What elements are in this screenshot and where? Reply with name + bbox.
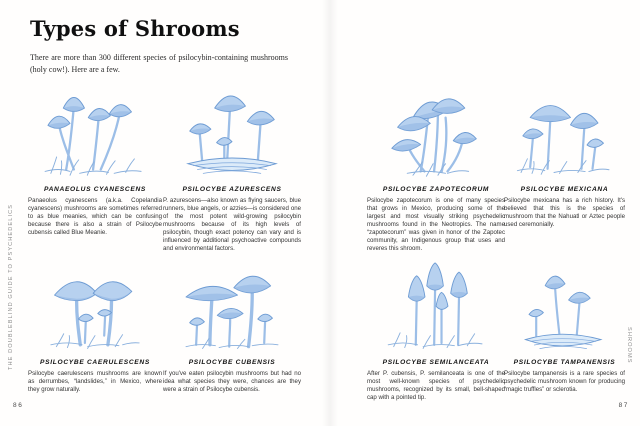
psilocybe-tampanensis-illustration (504, 261, 625, 354)
species-name: PANAEOLUS CYANESCENS (43, 186, 147, 193)
species-description: Psilocybe caerulescens mushrooms are known as derrumbes, “landslides,” in Mexico, where they grow naturally. (28, 370, 162, 394)
left-page-number: 86 (13, 402, 24, 409)
psilocybe-mexicana-illustration (504, 84, 625, 181)
right-page-number: 87 (618, 402, 629, 409)
species-description: After P. cubensis, P. semilanceata is one of the most well-known species of psychedelic mushrooms, recognized by its small, bell-shaped cap with a pointed tip. (367, 370, 505, 402)
psilocybe-azurescens-illustration (163, 84, 301, 181)
species-description: Panaeolus cyanescens (a.k.a. Copelandia cyanescens) mushrooms are sometimes referred to as blue meanies, which can be confusing because there is also a strain of Psilocybe cubensis called Blue Meanie. (28, 197, 162, 237)
species-entry-psilocybe-cubensis (163, 261, 301, 394)
species-name: PSILOCYBE CUBENSIS (188, 359, 276, 366)
mushroom-cluster-icon (510, 87, 620, 181)
psilocybe-caerulescens-illustration (28, 261, 162, 354)
mushroom-cluster-icon (173, 262, 291, 354)
psilocybe-semilanceata-illustration (367, 261, 505, 354)
species-entry-psilocybe-caerulescens (28, 261, 162, 394)
right-margin-text: SHROOMS (626, 327, 632, 364)
species-entry-panaeolus-cyanescens (28, 84, 162, 237)
species-description: Psilocybe zapotecorum is one of many species that grows in Mexico, producing some of the largest and most visually striking psychedelic mushrooms found in the Neotropics. The name “zapotecorum” was given in honor of the Zapotec community, an Indigenous group that uses and reveres this shroom. (367, 197, 505, 253)
species-description: Psilocybe mexicana has a rich history. It's believed that this is the species of mushroom that the Nahuatl or Aztec people used ceremonially. (504, 197, 625, 229)
left-margin-text: THE DOUBLEBLIND GUIDE TO PSYCHEDELICS (8, 203, 14, 370)
species-name: PSILOCYBE AZURESCENS (182, 186, 282, 193)
species-name: PSILOCYBE ZAPOTECORUM (382, 186, 490, 193)
mushroom-cluster-icon (173, 85, 291, 181)
species-entry-psilocybe-mexicana (504, 84, 625, 229)
species-name: PSILOCYBE SEMILANCEATA (382, 359, 490, 366)
mushroom-cluster-icon (377, 262, 495, 354)
mushroom-cluster-icon (510, 264, 620, 354)
mushroom-cluster-icon (36, 85, 154, 181)
species-entry-psilocybe-zapotecorum (367, 84, 505, 253)
psilocybe-zapotecorum-illustration (367, 84, 505, 181)
species-name: PSILOCYBE MEXICANA (520, 186, 609, 193)
species-description: If you've eaten psilocybin mushrooms but had no idea what species they were, chances are they were a strain of Psilocybe cubensis. (163, 370, 301, 394)
species-name: PSILOCYBE CAERULESCENS (40, 359, 150, 366)
species-entry-psilocybe-semilanceata (367, 261, 505, 402)
panaeolus-cyanescens-illustration (28, 84, 162, 181)
species-description: Psilocybe tampanensis is a rare species of psychedelic mushroom known for producing “magic truffles” or sclerotia. (504, 370, 625, 394)
species-description: P. azurescens—also known as flying saucers, blue runners, blue angels, or azzies—is considered one of the most potent wild-growing psilocybin mushrooms because of its high levels of psilocybin, though exact potency can vary and is influenced by additional psychoactive compounds and environmental factors. (163, 197, 301, 253)
page-title: Types of Shrooms (30, 16, 240, 41)
species-entry-psilocybe-azurescens (163, 84, 301, 253)
psilocybe-cubensis-illustration (163, 261, 301, 354)
page-gutter (322, 0, 338, 426)
intro-text: There are more than 300 different species of psilocybin-containing mushrooms (holy cow!). Here are a few. (30, 53, 288, 74)
species-name: PSILOCYBE TAMPANENSIS (513, 359, 616, 366)
species-entry-psilocybe-tampanensis (504, 261, 625, 394)
mushroom-cluster-icon (36, 262, 154, 354)
mushroom-cluster-icon (377, 85, 495, 181)
